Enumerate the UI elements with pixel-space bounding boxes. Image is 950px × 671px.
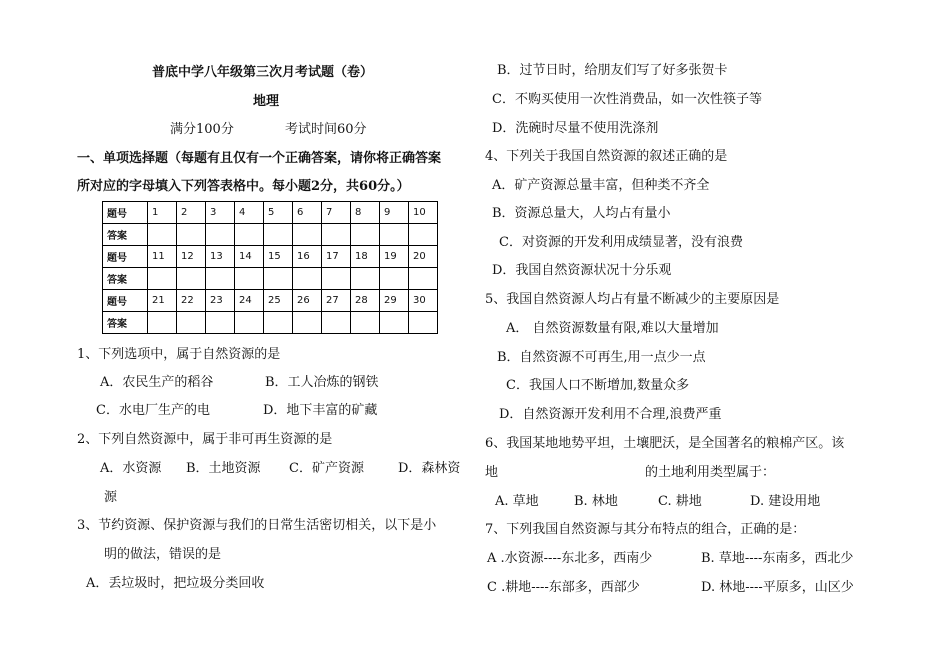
q2-option-c: C．矿产资源 bbox=[289, 461, 364, 476]
answer-cell[interactable] bbox=[409, 312, 438, 334]
answer-table bbox=[102, 201, 438, 334]
q1-option-a: A．农民生产的稻谷 bbox=[100, 375, 214, 390]
answer-cell[interactable] bbox=[322, 224, 351, 246]
question-number-cell: 30 bbox=[409, 290, 438, 312]
section1-instructions-line2: 所对应的字母填入下列答表格中。每小题2分，共60分。） bbox=[77, 179, 410, 194]
full-score: 满分100分 bbox=[170, 122, 234, 137]
question-number-cell: 14 bbox=[235, 246, 264, 268]
exam-time: 考试时间60分 bbox=[285, 122, 367, 137]
answer-cell[interactable] bbox=[264, 268, 293, 290]
q4-option-d: D．我国自然资源状况十分乐观 bbox=[492, 263, 672, 278]
answer-cell[interactable] bbox=[351, 224, 380, 246]
answer-cell[interactable] bbox=[264, 312, 293, 334]
q6-stem-line2-start: 地 bbox=[485, 465, 499, 480]
q4-option-a: A．矿产资源总量丰富，但种类不齐全 bbox=[492, 178, 710, 193]
q6-stem-line1: 6、我国某地地势平坦，土壤肥沃，是全国著名的粮棉产区。该 bbox=[485, 436, 845, 451]
question-number-cell: 22 bbox=[177, 290, 206, 312]
subject-title: 地理 bbox=[253, 94, 280, 109]
q2-option-a: A．水资源 bbox=[100, 461, 162, 476]
number-row bbox=[103, 246, 438, 268]
q7-option-b: B. 草地----东南多，西北少 bbox=[701, 551, 854, 566]
answer-cell[interactable] bbox=[409, 224, 438, 246]
answer-cell[interactable] bbox=[351, 268, 380, 290]
q7-option-c: C .耕地----东部多，西部少 bbox=[487, 580, 640, 595]
answer-cell[interactable] bbox=[148, 312, 177, 334]
q6-stem-line2-end: 的土地利用类型属于： bbox=[645, 465, 776, 480]
q7-stem: 7、下列我国自然资源与其分布特点的组合，正确的是： bbox=[485, 522, 806, 537]
answer-cell[interactable] bbox=[380, 224, 409, 246]
q5-option-b: B．自然资源不可再生,用一点少一点 bbox=[497, 350, 706, 365]
answer-cell[interactable] bbox=[351, 312, 380, 334]
right-column bbox=[475, 0, 950, 671]
answer-cell[interactable] bbox=[148, 224, 177, 246]
exam-title: 普底中学八年级第三次月考试题（卷） bbox=[152, 65, 374, 80]
question-number-cell: 19 bbox=[380, 246, 409, 268]
answer-cell[interactable] bbox=[380, 312, 409, 334]
q5-option-c: C．我国人口不断增加,数量众多 bbox=[506, 378, 690, 393]
question-number-cell: 26 bbox=[293, 290, 322, 312]
question-number-cell: 3 bbox=[206, 202, 235, 224]
question-number-cell: 13 bbox=[206, 246, 235, 268]
q3-option-c: C．不购买使用一次性消费品，如一次性筷子等 bbox=[492, 92, 762, 107]
answer-cell[interactable] bbox=[293, 268, 322, 290]
answer-cell[interactable] bbox=[380, 268, 409, 290]
question-number-cell: 18 bbox=[351, 246, 380, 268]
section1-instructions-line1: 一、单项选择题（每题有且仅有一个正确答案，请你将正确答案 bbox=[77, 151, 442, 166]
question-number-cell: 2 bbox=[177, 202, 206, 224]
answer-cell[interactable] bbox=[148, 268, 177, 290]
q6-option-a: A. 草地 bbox=[495, 494, 539, 509]
question-number-cell: 15 bbox=[264, 246, 293, 268]
question-number-cell: 1 bbox=[148, 202, 177, 224]
q4-option-b: B．资源总量大，人均占有量小 bbox=[492, 206, 671, 221]
q1-option-c: C．水电厂生产的电 bbox=[96, 403, 210, 418]
question-number-cell: 21 bbox=[148, 290, 177, 312]
answer-cell[interactable] bbox=[177, 312, 206, 334]
question-number-cell: 23 bbox=[206, 290, 235, 312]
question-number-cell: 24 bbox=[235, 290, 264, 312]
answer-cell[interactable] bbox=[235, 268, 264, 290]
q5-stem: 5、我国自然资源人均占有量不断减少的主要原因是 bbox=[485, 292, 780, 307]
question-number-cell: 10 bbox=[409, 202, 438, 224]
question-number-cell: 20 bbox=[409, 246, 438, 268]
answer-row bbox=[103, 268, 438, 290]
q4-option-c: C．对资源的开发利用成绩显著，没有浪费 bbox=[499, 235, 743, 250]
answer-cell[interactable] bbox=[206, 312, 235, 334]
table-row-header: 答案 bbox=[103, 224, 148, 246]
table-row-header: 答案 bbox=[103, 268, 148, 290]
q1-stem: 1、下列选项中，属于自然资源的是 bbox=[77, 347, 281, 362]
question-number-cell: 4 bbox=[235, 202, 264, 224]
q2-option-d: D．森林资 bbox=[398, 461, 461, 476]
question-number-cell: 28 bbox=[351, 290, 380, 312]
answer-cell[interactable] bbox=[206, 224, 235, 246]
answer-cell[interactable] bbox=[322, 268, 351, 290]
number-row bbox=[103, 290, 438, 312]
q4-stem: 4、下列关于我国自然资源的叙述正确的是 bbox=[485, 149, 728, 164]
answer-cell[interactable] bbox=[293, 312, 322, 334]
answer-cell[interactable] bbox=[235, 312, 264, 334]
q2-option-d-continued: 源 bbox=[104, 490, 118, 505]
q5-option-a: A． 自然资源数量有限,难以大量增加 bbox=[506, 321, 719, 336]
q1-option-d: D．地下丰富的矿藏 bbox=[263, 403, 378, 418]
question-number-cell: 7 bbox=[322, 202, 351, 224]
question-number-cell: 5 bbox=[264, 202, 293, 224]
question-number-cell: 16 bbox=[293, 246, 322, 268]
q3-stem-line1: 3、节约资源、保护资源与我们的日常生活密切相关，以下是小 bbox=[77, 518, 437, 533]
q1-option-b: B．工人冶炼的钢铁 bbox=[265, 375, 379, 390]
answer-cell[interactable] bbox=[409, 268, 438, 290]
q3-option-d: D．洗碗时尽量不使用洗涤剂 bbox=[492, 121, 659, 136]
answer-cell[interactable] bbox=[264, 224, 293, 246]
q5-option-d: D．自然资源开发利用不合理,浪费严重 bbox=[499, 407, 722, 422]
answer-row bbox=[103, 224, 438, 246]
q2-option-b: B．土地资源 bbox=[186, 461, 261, 476]
question-number-cell: 9 bbox=[380, 202, 409, 224]
question-number-cell: 11 bbox=[148, 246, 177, 268]
q6-option-c: C. 耕地 bbox=[658, 494, 702, 509]
q6-option-b: B. 林地 bbox=[574, 494, 618, 509]
table-row-header: 题号 bbox=[103, 202, 148, 224]
q7-option-a: A .水资源----东北多，西南少 bbox=[487, 551, 653, 566]
question-number-cell: 6 bbox=[293, 202, 322, 224]
q3-option-a: A．丢垃圾时，把垃圾分类回收 bbox=[86, 576, 265, 591]
q3-option-b: B．过节日时，给朋友们写了好多张贺卡 bbox=[497, 63, 728, 78]
q3-stem-line2: 明的做法，错误的是 bbox=[104, 547, 222, 562]
answer-cell[interactable] bbox=[322, 312, 351, 334]
table-row-header: 题号 bbox=[103, 246, 148, 268]
table-row-header: 答案 bbox=[103, 312, 148, 334]
question-number-cell: 8 bbox=[351, 202, 380, 224]
table-row-header: 题号 bbox=[103, 290, 148, 312]
answer-row bbox=[103, 312, 438, 334]
question-number-cell: 12 bbox=[177, 246, 206, 268]
question-number-cell: 25 bbox=[264, 290, 293, 312]
q2-stem: 2、下列自然资源中，属于非可再生资源的是 bbox=[77, 432, 333, 447]
number-row bbox=[103, 202, 438, 224]
question-number-cell: 27 bbox=[322, 290, 351, 312]
answer-cell[interactable] bbox=[177, 224, 206, 246]
answer-cell[interactable] bbox=[177, 268, 206, 290]
answer-cell[interactable] bbox=[235, 224, 264, 246]
q6-option-d: D. 建设用地 bbox=[750, 494, 821, 509]
q7-option-d: D. 林地----平原多，山区少 bbox=[701, 580, 854, 595]
question-number-cell: 17 bbox=[322, 246, 351, 268]
answer-cell[interactable] bbox=[206, 268, 235, 290]
question-number-cell: 29 bbox=[380, 290, 409, 312]
answer-cell[interactable] bbox=[293, 224, 322, 246]
